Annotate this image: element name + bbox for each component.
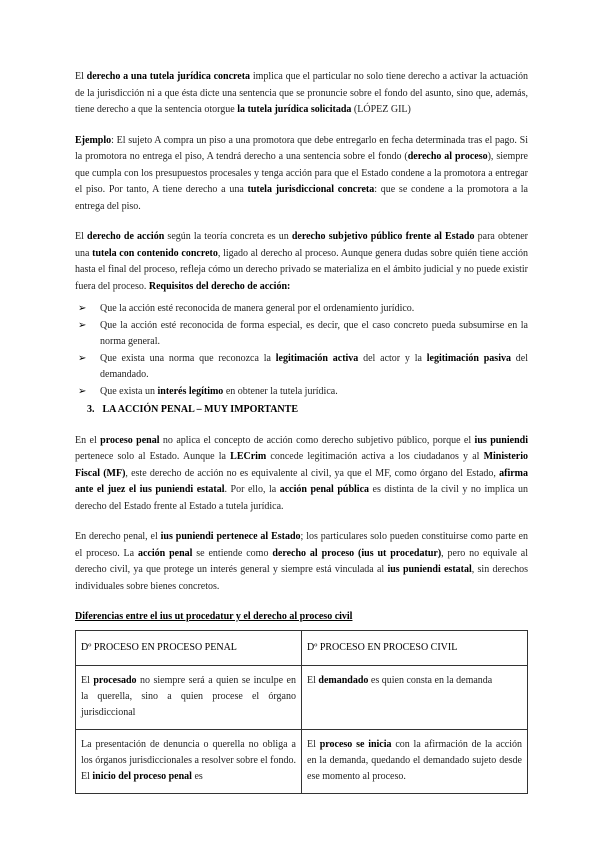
text: no siempre será a quien se inculpe en la querella, sino a quien procese el órgano jurisdiccional (81, 674, 296, 718)
text: es (191, 770, 203, 782)
text: La presentación de denuncia o querella no obliga a los órganos jurisdiccionales a resolver sobre el fondo. El (81, 738, 296, 782)
table-cell (76, 665, 302, 729)
text: , pero no equivale al derecho civil, ya que protege un interés general y siempre está vinculada al (75, 547, 529, 575)
bold-text: tutela con contenido concreto (92, 247, 218, 259)
text: ; los particulares solo pueden constituirse como parte en el proceso. La (75, 531, 528, 559)
text: en obtener la tutela jurídica. (223, 385, 338, 397)
list-item (75, 384, 528, 401)
arrow-bullet-icon: ➢ (78, 303, 87, 314)
text: Que exista una norma que reconozca la (100, 352, 276, 364)
arrow-bullet-icon: ➢ (78, 385, 87, 397)
text: concede legitimación activa a los ciudadanos y al (266, 451, 484, 462)
table-cell (302, 729, 528, 793)
text: , sin derechos individuales sobre bienes concretos. (75, 564, 528, 592)
bold-text: ius puniendi pertenece al Estado (160, 531, 301, 542)
column-header-civil: Dº PROCESO EN PROCESO CIVIL (302, 630, 528, 665)
bold-text: acción penal pública (279, 484, 370, 495)
bold-text: legitimación pasiva (426, 352, 511, 364)
list-item (75, 351, 528, 384)
document-page (75, 69, 528, 794)
paragraph-accion-penal (75, 433, 528, 516)
section-heading (75, 402, 528, 419)
bold-text: legitimación activa (275, 352, 359, 364)
arrow-bullet-icon: ➢ (78, 319, 87, 331)
table-cell (302, 665, 528, 729)
section-title: LA ACCIÓN PENAL – MUY IMPORTANTE (102, 404, 298, 415)
arrow-bullet-icon: ➢ (78, 352, 87, 364)
bold-text: ius puniendi (474, 434, 528, 446)
bold-text: acción penal (137, 547, 193, 559)
paragraph-tutela-juridica (75, 69, 528, 119)
text: El (75, 231, 88, 242)
table-row (76, 729, 528, 793)
bold-text: derecho de acción (87, 231, 165, 242)
bold-text: Ejemplo (75, 134, 112, 146)
bold-text: LECrim (230, 451, 267, 462)
text: es quien consta en la demanda (368, 674, 493, 686)
text: Que la acción esté reconocida de manera general por el ordenamiento jurídico. (100, 303, 415, 314)
text: ), siempre que cumpla con los presupuestos procesales y tenga acción para que el Estado condene a la promotora a entregar el piso. Por tanto, A tiene derecho a una (75, 151, 528, 195)
text: implica que el particular no solo tiene derecho a activar la actuación de la jurisdicción ni a que ésta dicte una sentencia que se pronuncie sobre el fondo del asunto, sino que, además, tiene derecho a que la sentencia otorgue (75, 71, 529, 115)
text: (LÓPEZ GIL) (351, 104, 411, 115)
bold-text: derecho al proceso (407, 151, 488, 162)
bold-text: ius puniendi estatal (387, 564, 472, 575)
text: El (81, 674, 94, 686)
bold-text: demandado (318, 674, 369, 686)
bold-text: inicio del proceso penal (92, 770, 192, 782)
bold-text: tutela jurisdiccional concreta (247, 184, 375, 195)
list-item (75, 318, 528, 351)
bold-text: la tutela jurídica solicitada (237, 104, 352, 115)
text: del actor y la (358, 352, 427, 364)
text: no aplica el concepto de acción como derecho subjetivo público, porque el (159, 434, 475, 446)
text: pertenece solo al Estado. Aunque la (75, 451, 231, 462)
column-header-penal: Dº PROCESO EN PROCESO PENAL (76, 630, 302, 665)
text: del demandado. (100, 352, 529, 380)
bold-text: Ministerio Fiscal (MF) (75, 451, 529, 479)
table-subtitle: Diferencias entre el ius ut procedatur y el derecho al proceso civil (75, 611, 353, 622)
table-cell (76, 729, 302, 793)
paragraph-ejemplo (75, 133, 528, 216)
table-header-row (76, 630, 528, 665)
list-item (75, 301, 528, 318)
text: En el (75, 434, 101, 446)
text: para obtener una (75, 231, 528, 259)
text: según la teoría concreta es un (164, 231, 292, 242)
text: es distinta de la civil y no implica un derecho del Estado frente al Estado a tutela jurídica. (75, 484, 528, 512)
requisitos-list (75, 301, 528, 400)
text: con la afirmación de la acción en la demanda, quedando el demandado sujeto desde ese momento al proceso. (307, 738, 522, 782)
text: El (307, 674, 319, 686)
text: En derecho penal, el (75, 531, 161, 542)
text: : El sujeto A compra un piso a una promotora que debe entregarlo en fecha determinada tras el pago. Si la promotora no entrega el piso, A tendrá derecho a una sentencia sobre el fondo ( (75, 134, 528, 162)
bold-text: derecho subjetivo público frente al Estado (291, 231, 475, 242)
bold-text: proceso penal (100, 434, 160, 446)
differences-table (75, 630, 528, 794)
bold-text: interés legítimo (157, 385, 224, 397)
bold-text: derecho al proceso (ius ut procedatur) (272, 547, 442, 559)
text: , este derecho de acción no es equivalente al civil, ya que el MF, como órgano del Estado, (125, 467, 500, 479)
bold-text: Requisitos del derecho de acción: (148, 280, 291, 292)
paragraph-derecho-accion (75, 229, 528, 295)
bold-text: afirma ante el juez el ius puniendi estatal (75, 467, 528, 495)
text: se entiende como (192, 547, 273, 559)
text: , ligado al derecho al proceso. Aunque genera dudas sobre quién tiene acción hasta el final del proceso, refleja cómo un derecho privado se materializa en el ámbito judicial y no puede existir fuera del proceso. (75, 247, 528, 292)
paragraph-derecho-penal (75, 529, 528, 595)
table-row (76, 665, 528, 729)
bold-text: derecho a una tutela jurídica concreta (86, 71, 251, 82)
text: Que la acción esté reconocida de forma especial, es decir, que el caso concreto pueda subsumirse en la norma general. (100, 319, 528, 347)
text: . Por ello, la (224, 484, 280, 495)
text: El (307, 738, 320, 750)
bold-text: proceso se inicia (319, 738, 392, 750)
bold-text: procesado (93, 674, 137, 686)
text: Que exista un (100, 385, 158, 397)
text: El (75, 71, 87, 82)
text: : que se condene a la promotora a la entrega del piso. (75, 184, 528, 212)
section-number: 3. (87, 404, 95, 415)
